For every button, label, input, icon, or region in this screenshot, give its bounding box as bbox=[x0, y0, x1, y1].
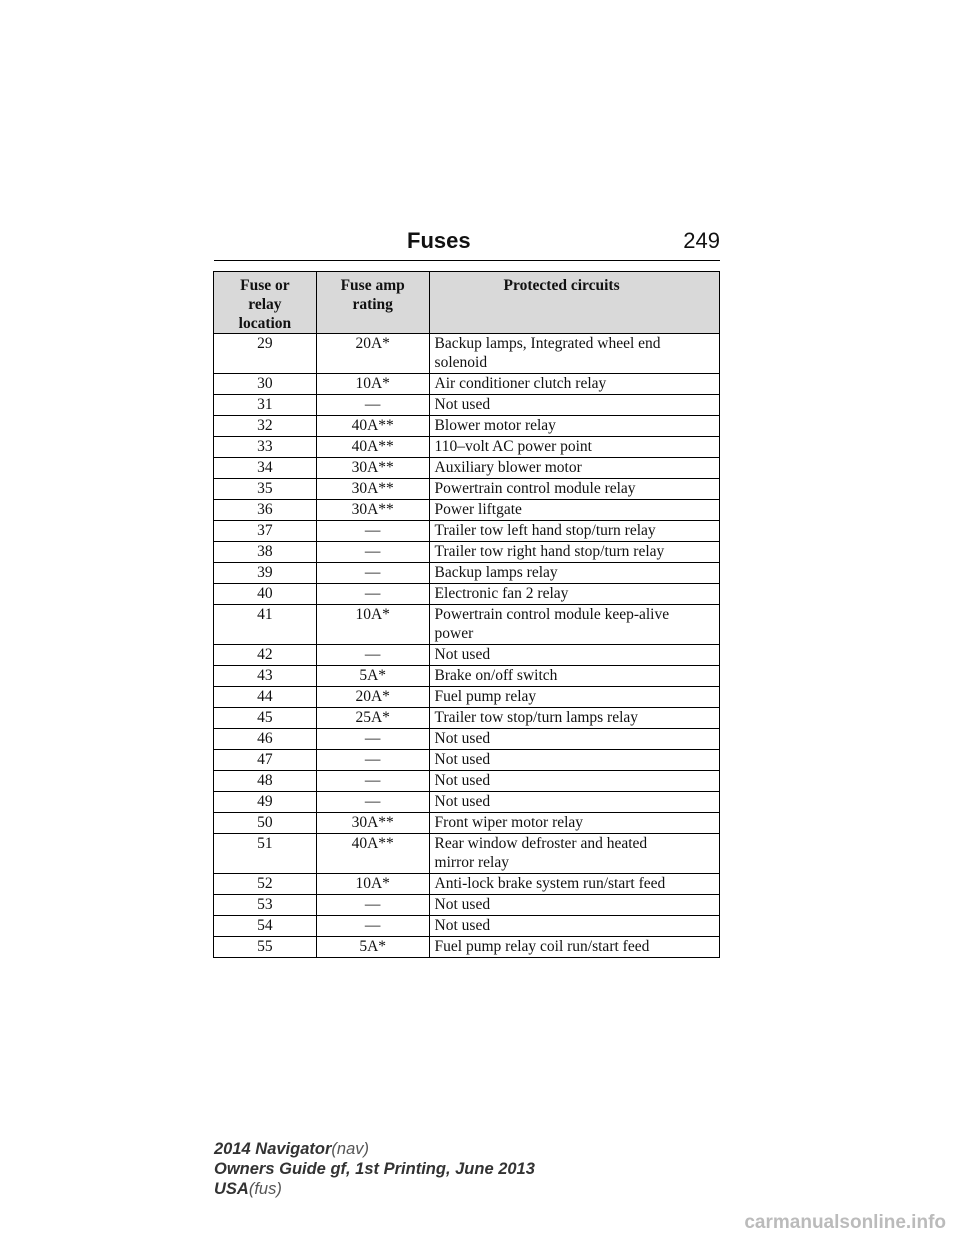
column-header-protected-circuits: Protected circuits bbox=[429, 272, 719, 334]
fuse-location-cell: 50 bbox=[214, 813, 317, 834]
table-row bbox=[214, 374, 720, 395]
protected-circuit-cell bbox=[429, 666, 719, 687]
fuse-amp-cell: 20A* bbox=[316, 334, 429, 374]
fuse-amp-cell: 20A* bbox=[316, 687, 429, 708]
protected-circuit-cell bbox=[429, 874, 719, 895]
footer-model: 2014 Navigator bbox=[214, 1140, 332, 1158]
protected-circuit-line: solenoid bbox=[434, 354, 488, 371]
table-row bbox=[214, 771, 720, 792]
protected-circuit-line: Not used bbox=[434, 396, 491, 413]
protected-circuit-cell bbox=[429, 687, 719, 708]
fuse-amp-cell: — bbox=[316, 645, 429, 666]
table-row bbox=[214, 687, 720, 708]
fuse-table bbox=[213, 271, 720, 958]
fuse-amp-cell: — bbox=[316, 542, 429, 563]
protected-circuit-cell bbox=[429, 584, 719, 605]
protected-circuit-line: Fuel pump relay bbox=[434, 688, 537, 705]
fuse-amp-cell: — bbox=[316, 771, 429, 792]
footer-market-code: (fus) bbox=[248, 1180, 282, 1198]
protected-circuit-line: power bbox=[434, 625, 474, 642]
table-row bbox=[214, 834, 720, 874]
table-header-row bbox=[214, 272, 720, 334]
fuse-amp-cell: 5A* bbox=[316, 666, 429, 687]
fuse-amp-cell: — bbox=[316, 792, 429, 813]
fuse-location-cell: 32 bbox=[214, 416, 317, 437]
fuse-amp-cell: — bbox=[316, 895, 429, 916]
fuse-amp-cell: 5A* bbox=[316, 937, 429, 958]
protected-circuit-line: Powertrain control module relay bbox=[434, 480, 636, 497]
protected-circuit-line: Auxiliary blower motor bbox=[434, 459, 582, 476]
table-row bbox=[214, 334, 720, 374]
table-row bbox=[214, 584, 720, 605]
table-row bbox=[214, 458, 720, 479]
fuse-location-cell: 44 bbox=[214, 687, 317, 708]
table-row bbox=[214, 813, 720, 834]
protected-circuit-cell bbox=[429, 645, 719, 666]
header-divider bbox=[214, 260, 720, 261]
fuse-amp-cell: — bbox=[316, 395, 429, 416]
protected-circuit-cell bbox=[429, 895, 719, 916]
fuse-location-cell: 40 bbox=[214, 584, 317, 605]
fuse-location-cell: 49 bbox=[214, 792, 317, 813]
protected-circuit-line: Not used bbox=[434, 793, 491, 810]
protected-circuit-line: Not used bbox=[434, 772, 491, 789]
fuse-location-cell: 34 bbox=[214, 458, 317, 479]
table-row bbox=[214, 937, 720, 958]
fuse-location-cell: 42 bbox=[214, 645, 317, 666]
fuse-amp-cell: — bbox=[316, 521, 429, 542]
protected-circuit-line: Anti-lock brake system run/start feed bbox=[434, 875, 666, 892]
protected-circuit-line: Not used bbox=[434, 730, 491, 747]
table-row bbox=[214, 542, 720, 563]
protected-circuit-line: Not used bbox=[434, 917, 491, 934]
protected-circuit-cell bbox=[429, 395, 719, 416]
table-row bbox=[214, 874, 720, 895]
protected-circuit-line: Not used bbox=[434, 646, 491, 663]
table-row bbox=[214, 895, 720, 916]
protected-circuit-cell bbox=[429, 479, 719, 500]
protected-circuit-cell bbox=[429, 771, 719, 792]
fuse-location-cell: 45 bbox=[214, 708, 317, 729]
fuse-amp-cell: 25A* bbox=[316, 708, 429, 729]
fuse-amp-cell: — bbox=[316, 750, 429, 771]
fuse-location-cell: 48 bbox=[214, 771, 317, 792]
protected-circuit-cell bbox=[429, 916, 719, 937]
footer-model-code: (nav) bbox=[331, 1140, 369, 1158]
protected-circuit-line: 110–volt AC power point bbox=[434, 438, 592, 455]
footer-printing: Owners Guide gf, 1st Printing, June 2013 bbox=[214, 1160, 535, 1178]
fuse-amp-cell: — bbox=[316, 916, 429, 937]
table-row bbox=[214, 645, 720, 666]
protected-circuit-cell bbox=[429, 605, 719, 645]
protected-circuit-line: Front wiper motor relay bbox=[434, 814, 584, 831]
fuse-location-cell: 51 bbox=[214, 834, 317, 874]
page-header bbox=[214, 228, 720, 260]
protected-circuit-line: Power liftgate bbox=[434, 501, 522, 518]
fuse-amp-cell: 30A** bbox=[316, 500, 429, 521]
protected-circuit-cell bbox=[429, 834, 719, 874]
protected-circuit-line: Trailer tow left hand stop/turn relay bbox=[434, 522, 656, 539]
fuse-amp-cell: 40A** bbox=[316, 834, 429, 874]
table-row bbox=[214, 916, 720, 937]
fuse-location-cell: 41 bbox=[214, 605, 317, 645]
table-row bbox=[214, 395, 720, 416]
fuse-location-cell: 36 bbox=[214, 500, 317, 521]
protected-circuit-line: Backup lamps relay bbox=[434, 564, 558, 581]
fuse-amp-cell: — bbox=[316, 563, 429, 584]
protected-circuit-cell bbox=[429, 334, 719, 374]
table-row bbox=[214, 729, 720, 750]
fuse-location-cell: 47 bbox=[214, 750, 317, 771]
table-row bbox=[214, 521, 720, 542]
protected-circuit-line: Brake on/off switch bbox=[434, 667, 558, 684]
protected-circuit-cell bbox=[429, 708, 719, 729]
protected-circuit-line: Blower motor relay bbox=[434, 417, 556, 434]
protected-circuit-line: Air conditioner clutch relay bbox=[434, 375, 607, 392]
table-row bbox=[214, 792, 720, 813]
protected-circuit-cell bbox=[429, 937, 719, 958]
protected-circuit-line: Trailer tow right hand stop/turn relay bbox=[434, 543, 665, 560]
protected-circuit-line: Trailer tow stop/turn lamps relay bbox=[434, 709, 639, 726]
table-row bbox=[214, 479, 720, 500]
fuse-location-cell: 29 bbox=[214, 334, 317, 374]
protected-circuit-cell bbox=[429, 416, 719, 437]
fuse-location-cell: 52 bbox=[214, 874, 317, 895]
protected-circuit-cell bbox=[429, 521, 719, 542]
protected-circuit-cell bbox=[429, 500, 719, 521]
table-row bbox=[214, 750, 720, 771]
fuse-location-cell: 53 bbox=[214, 895, 317, 916]
protected-circuit-cell bbox=[429, 563, 719, 584]
fuse-amp-cell: 10A* bbox=[316, 374, 429, 395]
fuse-location-cell: 37 bbox=[214, 521, 317, 542]
table-row bbox=[214, 416, 720, 437]
fuse-location-cell: 31 bbox=[214, 395, 317, 416]
protected-circuit-line: Rear window defroster and heated bbox=[434, 835, 648, 852]
table-row bbox=[214, 666, 720, 687]
fuse-location-cell: 54 bbox=[214, 916, 317, 937]
page-number: 249 bbox=[683, 228, 720, 253]
table-body bbox=[214, 334, 720, 958]
protected-circuit-line: Backup lamps, Integrated wheel end bbox=[434, 335, 661, 352]
fuse-location-cell: 39 bbox=[214, 563, 317, 584]
fuse-location-cell: 46 bbox=[214, 729, 317, 750]
column-header-amp-rating: Fuse amp rating bbox=[316, 272, 429, 334]
protected-circuit-line: Not used bbox=[434, 896, 491, 913]
site-watermark: carmanualsonline.info bbox=[744, 1212, 946, 1233]
fuse-amp-cell: 10A* bbox=[316, 605, 429, 645]
fuse-amp-cell: 40A** bbox=[316, 437, 429, 458]
protected-circuit-cell bbox=[429, 437, 719, 458]
fuse-amp-cell: — bbox=[316, 584, 429, 605]
table-row bbox=[214, 605, 720, 645]
fuse-location-cell: 43 bbox=[214, 666, 317, 687]
protected-circuit-line: Electronic fan 2 relay bbox=[434, 585, 569, 602]
protected-circuit-cell bbox=[429, 458, 719, 479]
protected-circuit-cell bbox=[429, 750, 719, 771]
protected-circuit-line: mirror relay bbox=[434, 854, 509, 871]
protected-circuit-line: Powertrain control module keep-alive bbox=[434, 606, 670, 623]
fuse-location-cell: 30 bbox=[214, 374, 317, 395]
fuse-amp-cell: 10A* bbox=[316, 874, 429, 895]
table-row bbox=[214, 563, 720, 584]
fuse-amp-cell: 30A** bbox=[316, 458, 429, 479]
protected-circuit-cell bbox=[429, 729, 719, 750]
fuse-location-cell: 38 bbox=[214, 542, 317, 563]
protected-circuit-line: Fuel pump relay coil run/start feed bbox=[434, 938, 650, 955]
document-footer bbox=[214, 1139, 535, 1199]
protected-circuit-cell bbox=[429, 542, 719, 563]
table-row bbox=[214, 437, 720, 458]
fuse-amp-cell: — bbox=[316, 729, 429, 750]
protected-circuit-line: Not used bbox=[434, 751, 491, 768]
column-header-location: Fuse or relay location bbox=[214, 272, 317, 334]
fuse-location-cell: 35 bbox=[214, 479, 317, 500]
footer-market: USA bbox=[214, 1180, 249, 1198]
fuse-location-cell: 55 bbox=[214, 937, 317, 958]
protected-circuit-cell bbox=[429, 374, 719, 395]
fuse-amp-cell: 30A** bbox=[316, 479, 429, 500]
fuse-location-cell: 33 bbox=[214, 437, 317, 458]
table-row bbox=[214, 708, 720, 729]
section-title: Fuses bbox=[407, 228, 471, 253]
protected-circuit-cell bbox=[429, 792, 719, 813]
table-row bbox=[214, 500, 720, 521]
protected-circuit-cell bbox=[429, 813, 719, 834]
fuse-amp-cell: 30A** bbox=[316, 813, 429, 834]
fuse-amp-cell: 40A** bbox=[316, 416, 429, 437]
